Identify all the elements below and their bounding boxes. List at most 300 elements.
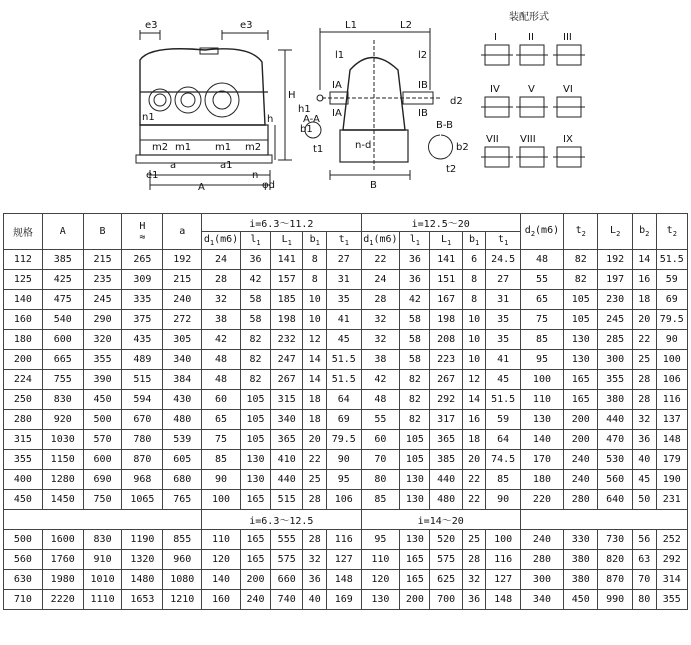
dim-label: d2: [450, 96, 463, 107]
dim-label: n-d: [355, 140, 372, 151]
table-cell: 25: [632, 350, 656, 370]
table-cell: 22: [303, 450, 327, 470]
table-cell: 14: [303, 370, 327, 390]
table-cell: 31: [327, 270, 361, 290]
table-cell: 82: [400, 410, 430, 430]
header-L2-sub: 2: [616, 230, 621, 238]
header-t2: [656, 214, 687, 250]
header-b1: [303, 232, 327, 250]
table-cell: 85: [486, 470, 520, 490]
header-l1: [240, 232, 270, 250]
table-cell: 575: [430, 550, 462, 570]
table-row: [4, 370, 688, 390]
table-cell: 1080: [163, 570, 202, 590]
header-t1-g2: [486, 232, 520, 250]
table-cell: 285: [598, 330, 632, 350]
table-body-bottom: [4, 530, 688, 610]
table-cell: 36: [632, 430, 656, 450]
table-cell: 85: [202, 450, 241, 470]
header-l2-sub: 2: [581, 230, 586, 238]
table-cell: 35: [486, 330, 520, 350]
table-cell: 515: [271, 490, 303, 510]
table-cell: 230: [598, 290, 632, 310]
table-cell: 32: [202, 290, 241, 310]
table-cell: 365: [430, 430, 462, 450]
table-cell: 830: [83, 530, 122, 550]
table-cell: 110: [520, 390, 563, 410]
table-cell: 45: [632, 470, 656, 490]
table-cell: 440: [430, 470, 462, 490]
table-cell: 10: [462, 310, 486, 330]
assembly-label: V: [528, 84, 535, 95]
table-cell: 910: [83, 550, 122, 570]
table-cell: 116: [486, 550, 520, 570]
table-cell: 435: [122, 330, 163, 350]
table-cell: 45: [327, 330, 361, 350]
table-cell: 380: [564, 550, 598, 570]
table-cell: 45: [486, 370, 520, 390]
table-cell: 16: [462, 410, 486, 430]
table-cell: 36: [240, 250, 270, 270]
table-cell: 120: [202, 550, 241, 570]
header-d1: [202, 232, 241, 250]
table-cell: 740: [271, 590, 303, 610]
table-cell: 1030: [42, 430, 83, 450]
dim-label: l1: [335, 50, 345, 61]
table-cell: 165: [564, 390, 598, 410]
header-t1: [327, 232, 361, 250]
table-cell: 58: [240, 310, 270, 330]
table-cell: 267: [271, 370, 303, 390]
table-cell: 240: [564, 470, 598, 490]
table-cell: 170: [520, 450, 563, 470]
table-cell: 95: [520, 350, 563, 370]
table-cell: 198: [271, 310, 303, 330]
table-cell: 105: [564, 310, 598, 330]
table-cell: 710: [4, 590, 43, 610]
table-cell: 116: [656, 390, 687, 410]
table-cell: 32: [361, 310, 400, 330]
table-cell: 125: [4, 270, 43, 290]
table-cell: 137: [656, 410, 687, 430]
header-d1-g2-fit: (m6): [373, 234, 398, 245]
table-cell: 365: [271, 430, 303, 450]
table-cell: 355: [4, 450, 43, 470]
header-d1-g2-sub: 1: [369, 239, 374, 247]
header-d2-fit: (m6): [535, 225, 560, 236]
table-cell: 24: [202, 250, 241, 270]
table-cell: 12: [303, 330, 327, 350]
table-cell: 82: [240, 330, 270, 350]
dim-label: n1: [142, 112, 155, 123]
table-cell: 292: [656, 550, 687, 570]
table-cell: 340: [163, 350, 202, 370]
table-cell: 85: [520, 330, 563, 350]
assembly-label: II: [528, 32, 534, 43]
table-cell: 28: [303, 490, 327, 510]
table-cell: 80: [361, 470, 400, 490]
header-d2-sub: 2: [530, 230, 536, 238]
table-cell: 385: [430, 450, 462, 470]
header-t1-sub: 1: [344, 239, 349, 247]
header-L1-g2-sub: 1: [447, 239, 452, 247]
table-cell: 245: [598, 310, 632, 330]
table-cell: 380: [564, 570, 598, 590]
dim-label: b1: [300, 124, 313, 135]
table-cell: 267: [430, 370, 462, 390]
table-cell: 105: [240, 390, 270, 410]
table-cell: 600: [42, 330, 83, 350]
table-cell: 95: [327, 470, 361, 490]
table-cell: 14: [462, 390, 486, 410]
header-l2: [564, 214, 598, 250]
table-cell: 140: [520, 430, 563, 450]
table-cell: 200: [4, 350, 43, 370]
table-cell: 58: [400, 330, 430, 350]
header-B: B: [83, 214, 122, 250]
table-cell: 18: [632, 290, 656, 310]
table-cell: 450: [83, 390, 122, 410]
table-cell: 36: [303, 570, 327, 590]
table-cell: 560: [4, 550, 43, 570]
table-body-top: [4, 250, 688, 510]
dim-label: e3: [240, 20, 253, 31]
assembly-title: 装配形式: [509, 12, 549, 23]
dim-label: φd: [262, 180, 275, 191]
table-cell: 32: [462, 570, 486, 590]
table-cell: 130: [520, 410, 563, 430]
table-row: [4, 550, 688, 570]
table-cell: 290: [83, 310, 122, 330]
header-t2-label: t: [666, 225, 673, 236]
table-cell: 58: [400, 350, 430, 370]
header-L1-label: L: [281, 234, 288, 245]
table-cell: 215: [83, 250, 122, 270]
table-cell: 127: [486, 570, 520, 590]
table-cell: 500: [4, 530, 43, 550]
table-cell: 1065: [122, 490, 163, 510]
table-cell: 130: [400, 530, 430, 550]
table-cell: 440: [598, 410, 632, 430]
table-cell: 200: [400, 590, 430, 610]
table-cell: 27: [486, 270, 520, 290]
header-l1-g2: [400, 232, 430, 250]
table-cell: 105: [240, 430, 270, 450]
table-cell: 58: [240, 290, 270, 310]
header-d2: [520, 214, 563, 250]
table-cell: 340: [520, 590, 563, 610]
table-cell: 100: [520, 370, 563, 390]
header-spec: 规格: [4, 214, 43, 250]
table-cell: 530: [598, 450, 632, 470]
table-cell: 82: [400, 390, 430, 410]
table-cell: 320: [83, 330, 122, 350]
table-cell: 665: [42, 350, 83, 370]
dim-label: h: [267, 114, 274, 125]
table-cell: 55: [520, 270, 563, 290]
table-cell: 180: [4, 330, 43, 350]
table-cell: 1190: [122, 530, 163, 550]
table-cell: 165: [240, 490, 270, 510]
table-cell: 70: [632, 570, 656, 590]
assembly-label: IV: [490, 84, 500, 95]
table-cell: 1480: [122, 570, 163, 590]
header-group3: i=6.3～12.5: [202, 510, 361, 530]
dim-label: e1: [146, 170, 159, 181]
table-cell: 309: [122, 270, 163, 290]
table-cell: 141: [430, 250, 462, 270]
table-cell: 20: [462, 450, 486, 470]
table-cell: 130: [240, 450, 270, 470]
header-l2-label: t: [575, 225, 582, 236]
table-cell: 375: [122, 310, 163, 330]
table-cell: 355: [656, 590, 687, 610]
table-cell: 630: [4, 570, 43, 590]
table-cell: 51.5: [327, 370, 361, 390]
table-cell: 690: [83, 470, 122, 490]
table-cell: 165: [240, 530, 270, 550]
header-d1-fit: (m6): [214, 234, 239, 245]
assembly-label: VII: [486, 134, 499, 145]
table-cell: 42: [202, 330, 241, 350]
table-cell: 305: [163, 330, 202, 350]
header-group2: i=12.5～20: [361, 214, 520, 232]
header-L2-label: L: [610, 225, 617, 236]
table-cell: 540: [42, 310, 83, 330]
table-cell: 8: [462, 290, 486, 310]
table-cell: 110: [361, 550, 400, 570]
dim-label: IA: [332, 80, 342, 91]
header-b1-g2-sub: 1: [475, 239, 480, 247]
header-b2-label: b: [639, 225, 646, 236]
table-cell: 10: [303, 310, 327, 330]
table-cell: 10: [462, 330, 486, 350]
table-cell: 165: [564, 370, 598, 390]
table-cell: 340: [271, 410, 303, 430]
table-row: [4, 590, 688, 610]
table-cell: 18: [303, 410, 327, 430]
table-cell: 148: [327, 570, 361, 590]
table-cell: 55: [361, 410, 400, 430]
table-cell: 160: [4, 310, 43, 330]
table-cell: 625: [430, 570, 462, 590]
table-cell: 95: [361, 530, 400, 550]
table-cell: 22: [361, 250, 400, 270]
dim-label: m1: [215, 142, 232, 153]
table-cell: 1280: [42, 470, 83, 490]
dim-label: e3: [145, 20, 158, 31]
dim-label: IB: [418, 80, 428, 91]
table-cell: 20: [303, 430, 327, 450]
dim-label: a1: [220, 160, 233, 171]
table-mid-header: [4, 510, 688, 530]
table-cell: 24: [361, 270, 400, 290]
table-cell: 594: [122, 390, 163, 410]
table-cell: 755: [42, 370, 83, 390]
table-cell: 112: [4, 250, 43, 270]
table-cell: 140: [202, 570, 241, 590]
assembly-label: I: [494, 32, 497, 43]
table-cell: 69: [327, 410, 361, 430]
table-cell: 90: [202, 470, 241, 490]
header-l1-g2-sub: 1: [415, 239, 420, 247]
table-cell: 105: [400, 430, 430, 450]
table-cell: 51.5: [327, 350, 361, 370]
header-d1-label: d: [203, 234, 210, 245]
table-cell: 82: [400, 370, 430, 390]
table-cell: 231: [656, 490, 687, 510]
header-l1-sub: 1: [256, 239, 261, 247]
table-cell: 130: [564, 350, 598, 370]
table-cell: 28: [462, 550, 486, 570]
table-cell: 14: [632, 250, 656, 270]
table-cell: 157: [271, 270, 303, 290]
table-cell: 105: [400, 450, 430, 470]
table-cell: 64: [327, 390, 361, 410]
assembly-label: IX: [563, 134, 573, 145]
table-row: [4, 250, 688, 270]
table-cell: 127: [327, 550, 361, 570]
table-cell: 165: [400, 570, 430, 590]
gearbox-drawing: [0, 0, 691, 210]
header-H-approx: ≈: [139, 231, 146, 243]
table-cell: 300: [520, 570, 563, 590]
table-row: [4, 570, 688, 590]
table-cell: 920: [42, 410, 83, 430]
dim-label: b2: [456, 142, 469, 153]
table-cell: 48: [361, 390, 400, 410]
table-cell: 280: [564, 490, 598, 510]
table-cell: 185: [271, 290, 303, 310]
table-cell: 1150: [42, 450, 83, 470]
table-cell: 130: [400, 470, 430, 490]
table-cell: 750: [83, 490, 122, 510]
table-cell: 315: [271, 390, 303, 410]
table-cell: 36: [400, 270, 430, 290]
table-cell: 32: [303, 550, 327, 570]
table-cell: 31: [486, 290, 520, 310]
dim-label: B-B: [436, 120, 453, 131]
table-row: [4, 390, 688, 410]
table-cell: 410: [271, 450, 303, 470]
table-cell: 240: [240, 590, 270, 610]
table-cell: [520, 510, 687, 530]
table-row: [4, 310, 688, 330]
table-cell: 425: [42, 270, 83, 290]
table-cell: 272: [163, 310, 202, 330]
assembly-grid: [481, 45, 585, 167]
table-cell: 198: [430, 310, 462, 330]
table-cell: 59: [486, 410, 520, 430]
header-group4: i=14～20: [361, 510, 520, 530]
header-t1-g2-label: t: [498, 234, 505, 245]
table-cell: 165: [400, 550, 430, 570]
table-cell: 35: [486, 310, 520, 330]
spec-table: [3, 213, 688, 610]
table-cell: 110: [202, 530, 241, 550]
table-cell: 70: [361, 450, 400, 470]
dim-label: H: [288, 90, 296, 101]
table-cell: 12: [462, 370, 486, 390]
table-cell: 160: [202, 590, 241, 610]
header-a: a: [163, 214, 202, 250]
table-cell: 385: [42, 250, 83, 270]
dim-label: t2: [446, 164, 457, 175]
table-cell: 252: [656, 530, 687, 550]
table-cell: 82: [564, 270, 598, 290]
table-cell: 80: [632, 590, 656, 610]
table-cell: 280: [4, 410, 43, 430]
table-cell: 215: [163, 270, 202, 290]
table-cell: 480: [163, 410, 202, 430]
table-cell: 489: [122, 350, 163, 370]
table-cell: 105: [240, 410, 270, 430]
table-cell: 100: [656, 350, 687, 370]
table-row: [4, 470, 688, 490]
table-cell: 247: [271, 350, 303, 370]
table-cell: 330: [564, 530, 598, 550]
dim-label: m2: [152, 142, 169, 153]
side-view: [305, 28, 453, 180]
table-cell: 90: [486, 490, 520, 510]
table-cell: 250: [4, 390, 43, 410]
table-cell: 780: [122, 430, 163, 450]
table-cell: 560: [598, 470, 632, 490]
table-cell: 539: [163, 430, 202, 450]
table-cell: 120: [361, 570, 400, 590]
table-row: [4, 330, 688, 350]
dim-label: m2: [245, 142, 262, 153]
table-cell: 670: [122, 410, 163, 430]
table-cell: 140: [4, 290, 43, 310]
table-cell: 42: [400, 290, 430, 310]
table-cell: 192: [163, 250, 202, 270]
table-row: [4, 530, 688, 550]
front-view: [136, 30, 292, 190]
table-cell: 105: [564, 290, 598, 310]
table-cell: 700: [430, 590, 462, 610]
table-cell: 79.5: [656, 310, 687, 330]
table-cell: 41: [486, 350, 520, 370]
header-b2-sub: 2: [645, 230, 650, 238]
table-cell: 141: [271, 250, 303, 270]
table-cell: 292: [430, 390, 462, 410]
table-cell: 197: [598, 270, 632, 290]
header-b1-label: b: [309, 234, 316, 245]
table-cell: 10: [462, 350, 486, 370]
table-cell: 470: [598, 430, 632, 450]
table-cell: 36: [400, 250, 430, 270]
table-cell: 14: [303, 350, 327, 370]
table-cell: 240: [564, 450, 598, 470]
table-cell: 8: [462, 270, 486, 290]
table-cell: 6: [462, 250, 486, 270]
table-cell: 960: [163, 550, 202, 570]
table-cell: 169: [327, 590, 361, 610]
header-H: [122, 214, 163, 250]
table-cell: 1653: [122, 590, 163, 610]
dim-label: L2: [400, 20, 412, 31]
header-A: A: [42, 214, 83, 250]
table-cell: 440: [271, 470, 303, 490]
table-cell: 1010: [83, 570, 122, 590]
table-cell: 384: [163, 370, 202, 390]
table-cell: 8: [303, 250, 327, 270]
table-cell: 82: [240, 370, 270, 390]
table-cell: 223: [430, 350, 462, 370]
table-cell: 2220: [42, 590, 83, 610]
table-row: [4, 270, 688, 290]
